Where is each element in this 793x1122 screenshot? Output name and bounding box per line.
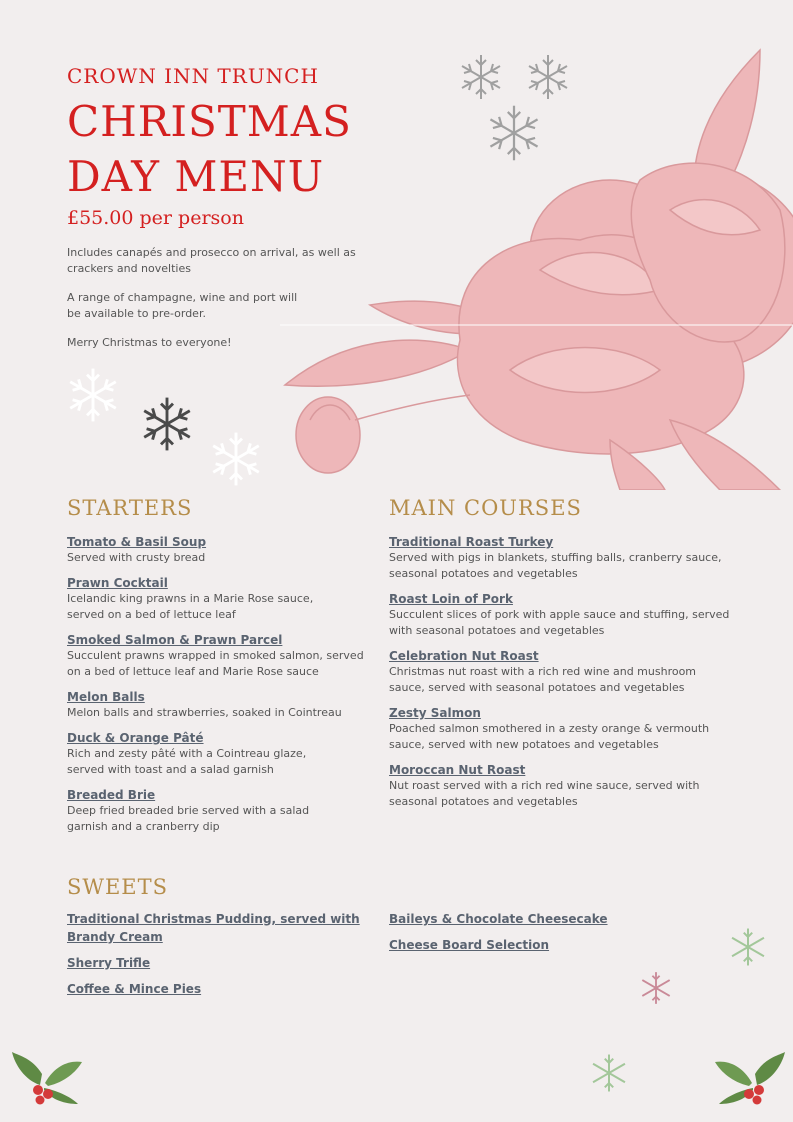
sweets-list-right (389, 910, 689, 962)
item-name: Tomato & Basil Soup (67, 535, 207, 549)
sweets-list-left (67, 910, 377, 1006)
list-item (67, 575, 377, 623)
item-name: Prawn Cocktail (67, 576, 168, 590)
list-item: Cheese Board Selection (389, 938, 550, 952)
snowflake-icon (63, 365, 123, 425)
list-item: Coffee & Mince Pies (67, 982, 202, 996)
list-item: Baileys & Chocolate Cheesecake (389, 912, 608, 926)
item-name: Celebration Nut Roast (389, 649, 539, 663)
item-name: Zesty Salmon (389, 706, 481, 720)
item-name: Duck & Orange Pâté (67, 731, 204, 745)
holly-icon (10, 1050, 85, 1105)
list-item (389, 648, 769, 696)
snowflake-icon (456, 52, 506, 102)
starters-list (67, 534, 377, 844)
item-name: Roast Loin of Pork (389, 592, 513, 606)
list-item (389, 534, 769, 582)
mains-heading: MAIN COURSES (389, 496, 582, 520)
snowflake-icon (727, 926, 769, 968)
item-desc: Deep fried breaded brie served with a salad garnish and a cranberry dip (67, 804, 310, 833)
list-item (67, 632, 377, 680)
list-item (389, 591, 769, 639)
price: £55.00 per person (67, 207, 244, 229)
list-item: Traditional Christmas Pudding, served with Brandy Cream (67, 912, 360, 944)
item-name: Moroccan Nut Roast (389, 763, 526, 777)
inn-name: CROWN INN TRUNCH (67, 64, 319, 88)
title-line-2: DAY MENU (67, 152, 325, 201)
item-desc: Poached salmon smothered in a zesty orange & vermouth sauce, served with new potatoes and vegetables (389, 722, 710, 751)
snowflake-icon (483, 102, 545, 164)
snowflake-icon (523, 52, 573, 102)
list-item (67, 787, 377, 835)
snowflake-icon (137, 394, 197, 454)
snowflake-icon (638, 970, 674, 1006)
item-desc: Melon balls and strawberries, soaked in Cointreau (67, 706, 342, 719)
list-item (389, 762, 769, 810)
intro-paragraph: A range of champagne, wine and port will be available to pre-order. (67, 291, 298, 320)
item-desc: Served with pigs in blankets, stuffing balls, cranberry sauce, seasonal potatoes and vegetables (389, 551, 722, 580)
snowflake-icon (206, 429, 266, 489)
list-item (389, 705, 769, 753)
item-desc: Christmas nut roast with a rich red wine and mushroom sauce, served with seasonal potatoes and vegetables (389, 665, 697, 694)
item-desc: Icelandic king prawns in a Marie Rose sauce, served on a bed of lettuce leaf (67, 592, 314, 621)
intro-paragraph: Includes canapés and prosecco on arrival, as well as crackers and novelties (67, 246, 356, 275)
starters-heading: STARTERS (67, 496, 193, 520)
title-line-1: CHRISTMAS (67, 97, 352, 146)
item-desc: Nut roast served with a rich red wine sauce, served with seasonal potatoes and vegetables (389, 779, 700, 808)
list-item (67, 689, 377, 721)
mains-list (389, 534, 769, 819)
item-desc: Succulent prawns wrapped in smoked salmon, served on a bed of lettuce leaf and Marie Rose sauce (67, 649, 364, 678)
intro-paragraph: Merry Christmas to everyone! (67, 336, 232, 349)
snowflake-icon (588, 1052, 630, 1094)
item-desc: Served with crusty bread (67, 551, 206, 564)
list-item (67, 534, 377, 566)
item-desc: Succulent slices of pork with apple sauce and stuffing, served with seasonal potatoes and vegetables (389, 608, 730, 637)
sweets-heading: SWEETS (67, 875, 169, 899)
item-name: Smoked Salmon & Prawn Parcel (67, 633, 283, 647)
item-name: Melon Balls (67, 690, 145, 704)
item-name: Breaded Brie (67, 788, 156, 802)
item-name: Traditional Roast Turkey (389, 535, 554, 549)
holly-icon (712, 1050, 787, 1105)
list-item: Sherry Trifle (67, 956, 151, 970)
list-item (67, 730, 377, 778)
item-desc: Rich and zesty pâté with a Cointreau glaze, served with toast and a salad garnish (67, 747, 307, 776)
page-title (67, 94, 352, 204)
